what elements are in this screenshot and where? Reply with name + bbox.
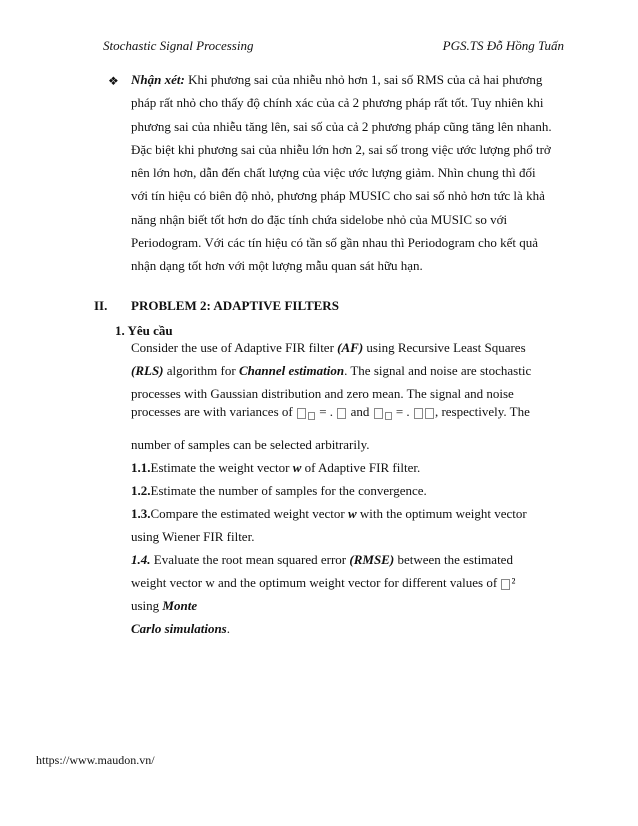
sigma-glyph-icon bbox=[501, 579, 510, 590]
remark-line: Nhận xét: Khi phương sai của nhiễu nhỏ hơn 1, sai số RMS của cả hai phương bbox=[131, 72, 543, 87]
problem-line: processes with Gaussian distribution and zero mean. The signal and noise bbox=[131, 386, 514, 401]
digit-glyph-icon bbox=[425, 408, 434, 419]
digit-glyph-icon bbox=[414, 408, 423, 419]
footer-url: https://www.maudon.vn/ bbox=[36, 753, 155, 767]
remark-label: Nhận xét: bbox=[131, 72, 185, 87]
diamond-bullet-icon: ❖ bbox=[108, 74, 119, 88]
header-course-title: Stochastic Signal Processing bbox=[103, 38, 254, 53]
sigma-glyph-icon bbox=[297, 408, 306, 419]
subsection-heading: 1. Yêu cầu bbox=[115, 323, 173, 338]
task-item: 1.1.Estimate the weight vector w of Adaptive FIR filter. bbox=[131, 460, 421, 475]
problem-line: number of samples can be selected arbitrarily. bbox=[131, 437, 370, 452]
problem-line: (RLS) algorithm for Channel estimation. The signal and noise are stochastic bbox=[131, 363, 532, 378]
remark-line: năng nhận biết tốt hơn do đặc tính chứa sidelobe nhỏ của MUSIC so với bbox=[131, 211, 508, 227]
task-item-continuation: Carlo simulations. bbox=[131, 621, 230, 636]
remark-line: pháp rất nhỏ cho thấy độ chính xác của cả 2 phương pháp rất tốt. Tuy nhiên khi bbox=[131, 95, 544, 111]
digit-glyph-icon bbox=[337, 408, 346, 419]
remark-line: nên lớn hơn, dẫn đến chất lượng của việc ước lượng giảm. Nhìn chung thì đối bbox=[131, 165, 536, 181]
remark-line: với tín hiệu có biên độ nhỏ, phương pháp MUSIC cho sai số nhỏ hơn tức là khả bbox=[131, 188, 545, 204]
section-title: PROBLEM 2: ADAPTIVE FILTERS bbox=[131, 298, 339, 313]
remark-paragraph bbox=[131, 68, 563, 278]
header-author: PGS.TS Đỗ Hồng Tuấn bbox=[442, 38, 564, 53]
task-item: 1.4. Evaluate the root mean squared error (RMSE) between the estimated bbox=[131, 552, 513, 567]
sigma-glyph-icon bbox=[374, 408, 383, 419]
remark-line: phương sai của nhiễu tăng lên, sai số của cả 2 phương pháp cũng tăng lên nhanh. bbox=[131, 118, 552, 134]
subscript-glyph-icon bbox=[385, 412, 392, 420]
task-item: 1.3.Compare the estimated weight vector w with the optimum weight vector bbox=[131, 506, 527, 521]
remark-line: nhận dạng tốt hơn với một lượng mẫu quan sát hữu hạn. bbox=[131, 258, 423, 274]
task-item-continuation: weight vector w and the optimum weight vector for different values of ² bbox=[131, 575, 516, 590]
remark-line: Đặc biệt khi phương sai của nhiễu lớn hơn 2, sai số trong việc ước lượng phổ trở bbox=[131, 141, 551, 157]
task-item-continuation: using Wiener FIR filter. bbox=[131, 529, 255, 544]
problem-line: Consider the use of Adaptive FIR filter (AF) using Recursive Least Squares bbox=[131, 340, 526, 355]
problem-line: processes are with variances of = . and = . , respectively. The bbox=[131, 404, 530, 419]
section-number: II. bbox=[94, 298, 108, 313]
subscript-glyph-icon bbox=[308, 412, 315, 420]
task-item: 1.2.Estimate the number of samples for the convergence. bbox=[131, 483, 427, 498]
task-item-continuation: using Monte bbox=[131, 598, 198, 613]
remark-line: Periodogram. Với các tín hiệu có tần số gần nhau thì Periodogram cho kết quả bbox=[131, 235, 539, 251]
